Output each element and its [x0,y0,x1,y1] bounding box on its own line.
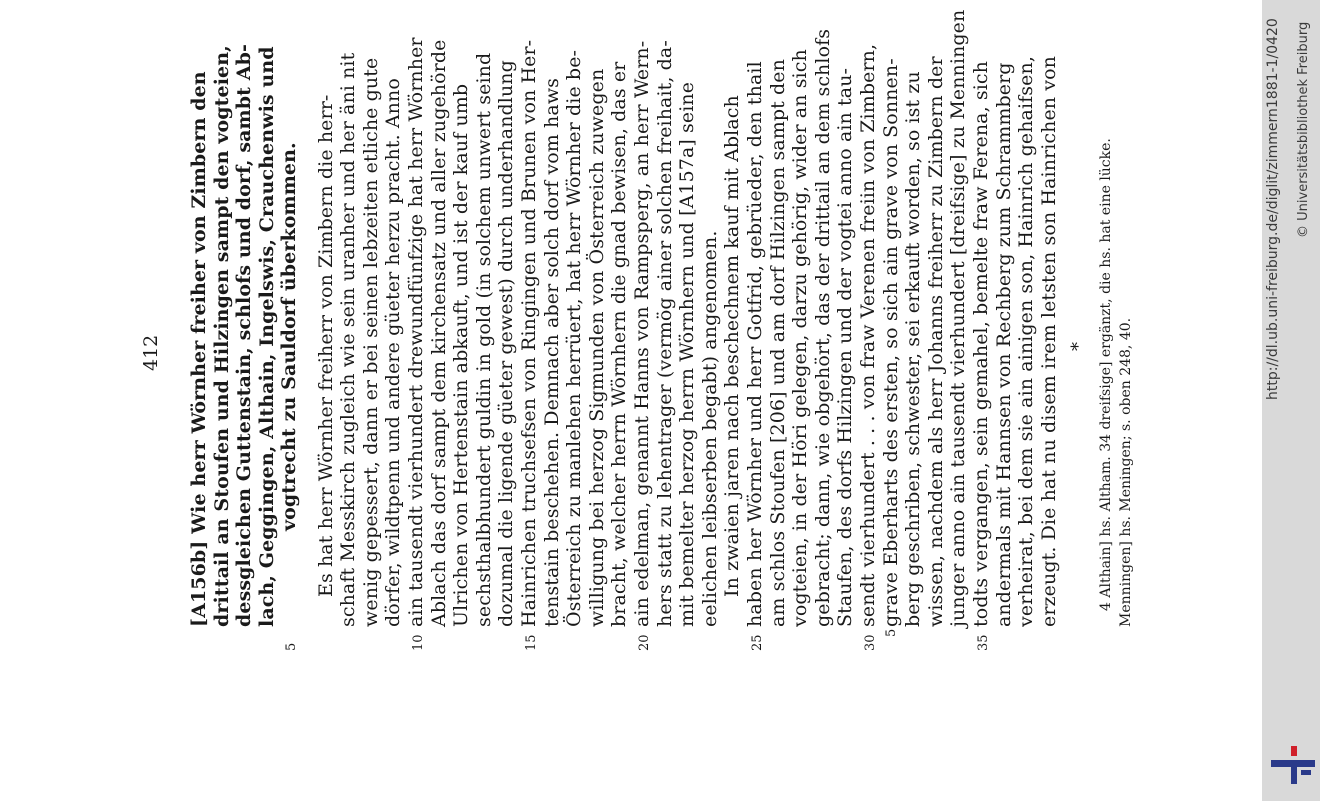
body-line: Hainrichen truchsefsen von Ringingen und Brunen von Her- [517,39,540,627]
library-logo-icon [1271,746,1315,784]
line-number: 5 [284,642,300,651]
line-number: 35 [975,634,991,651]
heading-line: [A156b] Wie herr Wörnher freiher von Zimbern den [188,71,210,627]
body-line: tenstain beschehen. Demnach aber solch dorf vom haws [540,77,563,627]
footnote-line: 4 Althain] hs. Altham. 34 dreifsige] ergänzt, die hs. hat eine lücke. [1098,138,1115,611]
body-line: hers statt zu lehentrager (vermög ainer solchen freihait, da- [653,40,676,627]
body-line: berg geschriben, schwester, sei erkauft worden, so ist zu [902,71,925,627]
body-line: grave Eberharts des ersten, so sich ain grave von Sonnen- [879,58,902,627]
body-line: Es hat herr Wörnher freiherr von Zimbern die herr- [314,94,337,597]
copyright-notice: © Universitätsbibliothek Freiburg [1296,21,1311,238]
body-line: wenig gepessert, dann er bei seinen lebzeiten etliche gute [359,57,382,627]
body-line: sechsthalbhundert guldin in gold (in solchem unwert seind [472,52,495,627]
body-line: bracht, welcher herrn Wörnhern die gnad bewisen, das er [608,61,631,627]
body-line: junger anno ain tausendt vierhundert [dreifsige] zu Menningen [947,9,970,627]
body-line: Österreich zu manlehen herrüert, hat herr Wörnher die be- [563,49,586,627]
body-line: erzeugt. Die hat nu disem irem letsten son Hainrichen von [1037,56,1060,627]
rotated-page-content [140,9,1135,651]
source-url[interactable]: http://dl.ub.uni-freiburg.de/diglit/zimmern1881-1/0420 [1265,18,1281,400]
body-line: willigung bei herzog Sigmunden von Österreich zuwegen [585,68,608,627]
body-line: vogteien, in der Höri gelegen, darzu gehörig, wider an sich [789,49,812,627]
body-line: Ablach das dorf sampt dem kirchensatz und aller zugehörde [427,39,450,627]
text-block [140,9,1135,651]
footnote-line: Menningen] hs. Meningen; s. oben 248, 40. [1118,317,1135,627]
body-line: ain tausendt vierhundert drewundfünfzige hat herr Wörnher [404,37,427,627]
heading-line: dessgleichen Guttenstain, schlofs und dorf, sambt Ab- [233,44,256,627]
page-number: 412 [140,334,162,371]
body-line: wissen, nachdem als herr Johanns freiherr zu Zimbern der [924,56,947,627]
line-number: 25 [749,634,765,651]
body-line: dozumal die ligende güeter gewest) durch underhandlung [495,60,518,627]
body-line: ain edelman, genannt Hanns von Rampsperg, an herr Wern- [630,40,653,627]
body-line: gebracht; dann, wie obgehört, das der drittail an dem schlofs [811,28,834,627]
margin-mark: 5 [883,628,899,637]
body-line: haben her Wörnher und herr Gotfrid, gebrüeder, den thail [743,61,766,627]
line-number: 10 [410,634,426,651]
line-number: 30 [862,634,878,651]
line-number: 20 [636,634,652,651]
body-line: am schlos Stoufen [206] und am dorf Hilzingen sampt den [766,59,789,627]
body-line: sendt vierhundert . . . von fraw Verenen freiin von Zimbern, [856,43,879,627]
body-line: schaft Messkirch zugleich wie sein uranher und her äni nit [337,52,360,627]
heading-line: vogtrecht zu Sauldorf überkommen. [278,142,301,531]
body-line: In zwaien jaren nach beschechnem kauf mit Ablach [721,95,744,597]
heading-line: lach, Geggingen, Althain, Ingelswis, Crauchenwis und [255,46,278,627]
body-line: andermals mit Hannsen von Rechberg zum Schrammberg [992,62,1015,627]
body-line: eelichen leibserben begabt) angenomen. [698,230,721,627]
body-line: Ulrichen von Hertenstain abkauft, und ist der kauf umb [450,83,473,627]
body-line: mit bemelter herzog herrn Wörnhern und [A157a] seine [676,81,699,627]
body-line: verheirat, bei dem sie ain ainigen son, Hainrich gehaifsen, [1015,56,1038,627]
body-line: dörfer, wildtpenn und andere güeter herzu pracht. Anno [382,78,405,627]
body-line: todts vergangen, sein gemahel, bemelte fraw Ferena, sich [969,61,992,627]
line-number: 15 [523,634,539,651]
body-line: Staufen, des dorfs Hilzingen und der vogtei anno ain tau- [834,67,857,627]
heading-line: drittail an Stoufen und Hilzingen sampt den vogteien, [210,45,233,627]
section-asterisk: * [1068,342,1090,351]
